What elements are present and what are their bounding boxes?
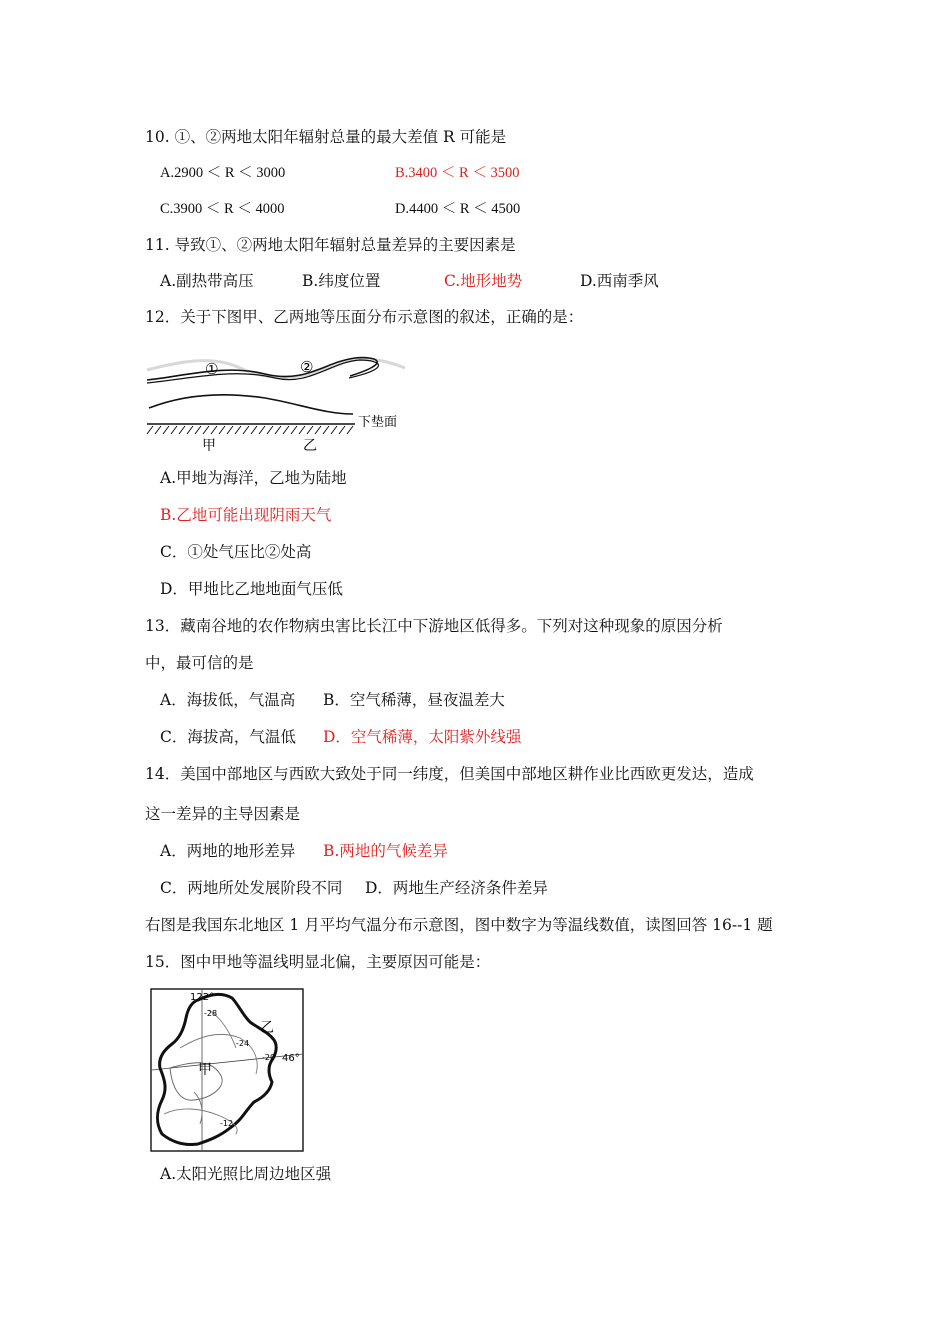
iso-label-24: -24 [236, 1039, 250, 1048]
q13-option-b: B．空气稀薄，昼夜温差大 [323, 691, 505, 709]
q14-option-b: B.两地的气候差异 [323, 842, 448, 860]
q13-stem-line2: 中，最可信的是 [145, 654, 254, 672]
q15-option-a: A.太阳光照比周边地区强 [160, 1165, 332, 1183]
q10-option-a: A.2900 ＜ R ＜ 3000 [160, 165, 286, 181]
q14-stem-line2: 这一差异的主导因素是 [145, 805, 301, 823]
q12-stem: 12．关于下图甲、乙两地等压面分布示意图的叙述，正确的是： [145, 308, 584, 326]
northeast-china-temperature-map [150, 988, 305, 1153]
label-lon: 122° [190, 992, 215, 1003]
map-intro: 右图是我国东北地区 1 月平均气温分布示意图，图中数字为等温线数值，读图回答 16--1 题 [145, 916, 773, 934]
q11-stem: 11. 导致①、②两地太阳年辐射总量差异的主要因素是 [145, 236, 516, 254]
q10-option-c: C.3900 ＜ R ＜ 4000 [160, 201, 285, 217]
label-yi: 乙 [260, 1020, 274, 1036]
label-point-1: ① [205, 360, 219, 378]
iso-label-12: -12 [220, 1119, 234, 1128]
label-point-2: ② [300, 358, 314, 376]
iso-label-28: -28 [204, 1009, 218, 1018]
q14-option-d: D．两地生产经济条件差异 [365, 879, 548, 897]
q14-stem-line1: 14．美国中部地区与西欧大致处于同一纬度，但美国中部地区耕作业比西欧更发达，造成 [145, 765, 754, 783]
label-yi: 乙 [303, 438, 317, 454]
q10-stem: 10. ①、②两地太阳年辐射总量的最大差值 R 可能是 [145, 128, 507, 146]
label-lat: 46° [282, 1053, 300, 1064]
isobar-diagram [145, 348, 407, 454]
q12-option-d: D．甲地比乙地地面气压低 [160, 580, 343, 598]
q11-option-a: A.副热带高压 [160, 272, 254, 290]
q14-option-c: C．两地所处发展阶段不同 [160, 879, 343, 897]
label-surface: 下垫面 [358, 415, 398, 430]
label-jia: 甲 [198, 1062, 212, 1078]
q11-option-c: C.地形地势 [444, 272, 523, 290]
q11-option-b: B.纬度位置 [302, 272, 381, 290]
q13-option-a: A．海拔低，气温高 [160, 691, 296, 709]
iso-label-20: -20 [262, 1053, 276, 1062]
q11-option-d: D.西南季风 [580, 272, 659, 290]
q12-option-c: C．①处气压比②处高 [160, 543, 312, 561]
q13-stem-line1: 13．藏南谷地的农作物病虫害比长江中下游地区低得多。下列对这种现象的原因分析 [145, 617, 723, 635]
label-jia: 甲 [202, 438, 216, 454]
q14-option-a: A．两地的地形差异 [160, 842, 296, 860]
q12-option-b: B.乙地可能出现阴雨天气 [160, 506, 332, 524]
q13-option-c: C．海拔高，气温低 [160, 728, 296, 746]
q15-stem: 15．图中甲地等温线明显北偏，主要原因可能是： [145, 953, 491, 971]
q13-option-d: D．空气稀薄，太阳紫外线强 [323, 728, 522, 746]
q10-option-b: B.3400 ＜ R ＜ 3500 [395, 165, 520, 181]
q12-option-a: A.甲地为海洋，乙地为陆地 [160, 469, 347, 487]
q10-option-d: D.4400 ＜ R ＜ 4500 [395, 201, 521, 217]
